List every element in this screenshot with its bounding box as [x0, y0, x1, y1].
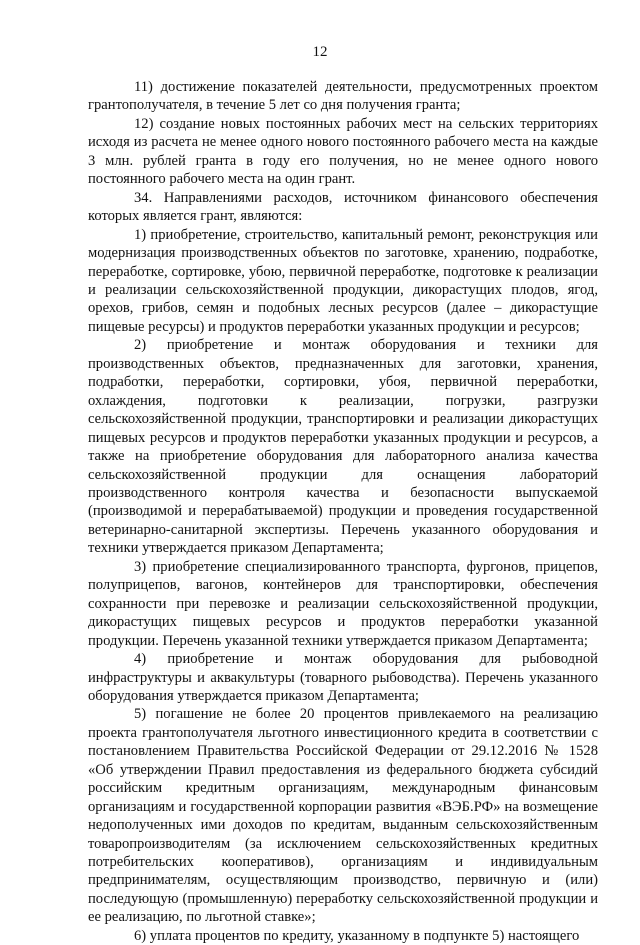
document-body: [88, 78, 598, 945]
paragraph-item-11: 11) достижение показателей деятельности, предусмотренных проектом грантополучателя, в течение 5 лет со дня получения гранта;: [88, 79, 598, 114]
paragraph-section-34: 34. Направлениями расходов, источником финансового обеспечения которых является грант, являются:: [88, 189, 598, 225]
paragraph-subitem-2: 2) приобретение и монтаж оборудования и техники для производственных объектов, предназначенных для заготовки, хранения, подработки, переработки, сортировки, убоя, первичной переработки, охлаждения, подготовки к реализации, погрузки, разгрузки сельскохозяйственной продукции, транспортировки и реализации дикорастущих пищевых ресурсов и продуктов переработки указанных продукции и ресурсов, а также на приобретение оборудования для лабораторного анализа качества сельскохозяйственной продукции для оснащения лабораторий производственного контроля качества и безопасности выпускаемой (производимой и перерабатываемой) продукции и проведения государственной ветеринарно-санитарной экспертизы. Перечень указанного оборудования и техники утверждается приказом Департамента;: [88, 337, 598, 557]
page-number: 12: [312, 44, 328, 60]
paragraph-subitem-3: 3) приобретение специализированного транспорта, фургонов, прицепов, полуприцепов, вагонов, контейнеров для транспортировки, обеспечения сохранности при перевозке и реализации сельскохозяйственной продукции, дикорастущих пищевых ресурсов и продуктов переработки указанной продукции. Перечень указанной техники утверждается приказом Департамента;: [88, 558, 598, 649]
paragraph-item-12: 12) создание новых постоянных рабочих мест на сельских территориях исходя из расчета не менее одного нового постоянного рабочего места на каждые 3 млн. рублей гранта в году его получения, но не менее одного нового постоянного рабочего места на один грант.: [88, 115, 598, 188]
paragraph-subitem-6: 6) уплата процентов по кредиту, указанному в подпункте 5) настоящего: [134, 927, 580, 944]
paragraph-subitem-4: 4) приобретение и монтаж оборудования для рыбоводной инфраструктуры и аквакультуры (товарного рыбоводства). Перечень указанного оборудования утверждается приказом Департамента;: [88, 651, 598, 704]
paragraph-subitem-5: 5) погашение не более 20 процентов привлекаемого на реализацию проекта грантополучателя льготного инвестиционного кредита в соответствии с постановлением Правительства Российской Федерации от 29.12.2016 № 1528 «Об утверждении Правил предоставления из федерального бюджета субсидий российским кредитным организациям, международным финансовым организациям и государственной корпорации развития «ВЭБ.РФ» на возмещение недополученных ими доходов по кредитам, выданным сельскохозяйственным товаропроизводителям (за исключением сельскохозяйственных кредитных потребительских кооперативов), организациям и индивидуальным предпринимателям, осуществляющим производство, первичную и (или) последующую (промышленную) переработку сельскохозяйственной продукции и ее реализацию, по льготной ставке»;: [88, 706, 598, 926]
paragraph-subitem-1: 1) приобретение, строительство, капитальный ремонт, реконструкция или модернизация производственных объектов по заготовке, хранению, подработке, переработке, сортировке, убою, первичной переработке, подготовке к реализации и реализации сельскохозяйственной продукции, дикорастущих плодов, ягод, орехов, грибов, семян и подобных лесных ресурсов (далее – дикорастущие пищевые ресурсы) и продуктов переработки указанных продукции и ресурсов;: [88, 226, 598, 335]
